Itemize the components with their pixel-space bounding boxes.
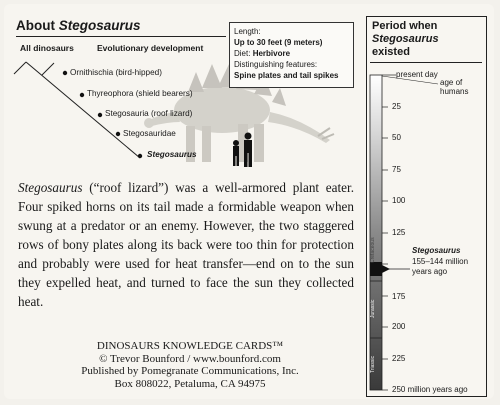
tick-label: 50 [392,133,401,142]
features-label: Distinguishing features: [234,60,318,69]
features-value: Spine plates and tail spikes [234,71,339,80]
scale-ticks [382,107,388,390]
tick-label: 175 [392,292,406,301]
footer-publisher: Published by Pomegranate Communications, Inc. [81,365,299,377]
clade-label: Stegosauria (roof lizard) [105,109,193,118]
diet-label: Diet: [234,49,251,58]
footer-series: DINOSAURS KNOWLEDGE CARDS™ [96,340,284,352]
period-label-cretaceous: Cretaceous [370,237,376,263]
title-dinosaur-name: Stegosaurus [58,18,141,33]
clade-label-stegosaurus: Stegosaurus [147,150,197,159]
title-prefix: About [16,18,59,33]
description-text: (“roof lizard”) was a well-armored plant eater. Four spiked horns on its tail made a formidable weapon when swung at a predator or an enemy. However, the two staggered rows of bony plates along its back were too thin for protection and probably were used for heat transfer—end on to the sun they expelled heat, and turned to face the sun they collected heat. [18,180,354,309]
clade-label: Ornithischia (bird-hipped) [70,68,162,77]
tick-label: 25 [392,102,401,111]
footer-address: Box 808022, Petaluma, CA 94975 [114,377,266,390]
length-value: Up to 30 feet (9 meters) [234,38,323,47]
bottom-label: 250 million years ago [392,385,468,394]
tick-label: 225 [392,354,406,363]
timeline-title-line3: existed [372,46,410,58]
clade-label: Stegosauridae [123,129,176,138]
diet-value: Herbivore [252,49,291,58]
range-pointer [382,265,390,273]
cladogram-axis-label: Evolutionary development [97,43,204,53]
tick-label: 200 [392,322,406,331]
tick-label: 75 [392,165,401,174]
length-label: Length: [234,27,261,36]
highlight-range: 155–144 million years ago [412,257,469,276]
period-label-triassic: Triassic [370,355,376,373]
clade-label: Thyreophora (shield bearers) [87,89,193,98]
description-dinosaur-name: Stegosaurus [18,180,83,195]
cladogram-root-label: All dinosaurs [20,43,74,53]
period-label-jurassic: Jurassic [370,299,376,319]
tick-label: 125 [392,228,406,237]
timeline-title-name: Stegosaurus [372,33,439,45]
humans-label: age of humans [440,78,469,96]
tick-label: 100 [392,196,406,205]
highlight-name: Stegosaurus [412,246,461,255]
present-day-label: present day [396,70,438,79]
footer-copyright: © Trevor Bounford / www.bounford.com [99,352,281,365]
timeline-title-line1: Period when [372,20,438,32]
